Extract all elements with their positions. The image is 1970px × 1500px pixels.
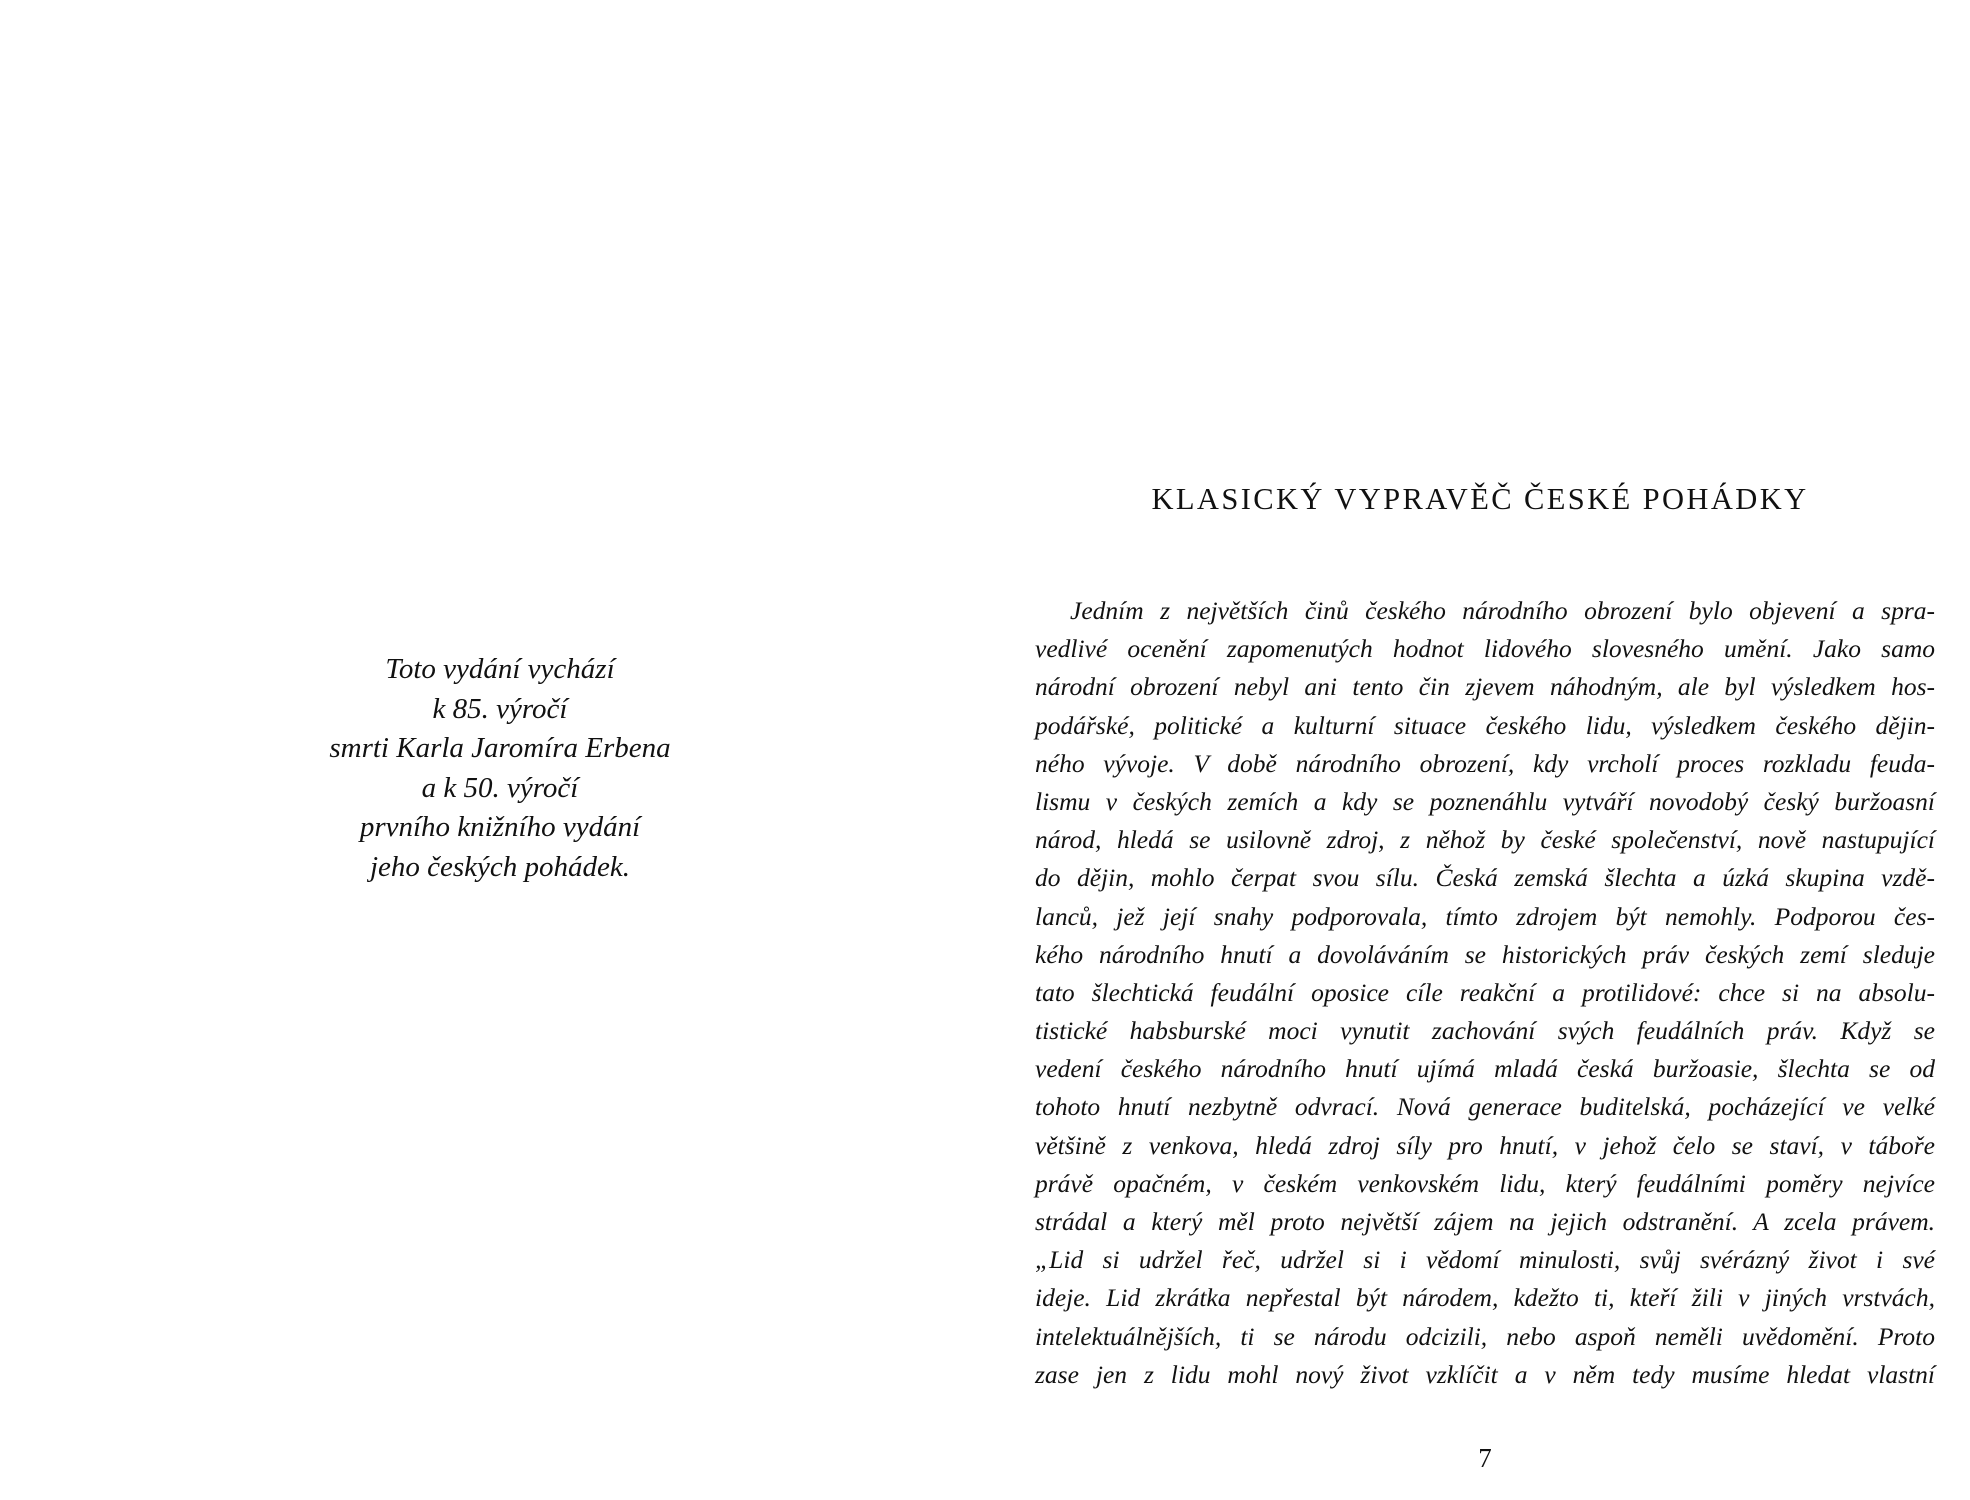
text-line: zase jen z lidu mohl nový život vzklíčit a v něm tedy musíme hledat vlastní bbox=[1035, 1359, 1935, 1389]
dedication-line: a k 50. výročí bbox=[421, 771, 579, 804]
text-line: národní obrození nebyl ani tento čin zjevem náhodným, ale byl výsledkem hos- bbox=[1035, 672, 1935, 702]
text-line: tohoto hnutí nezbytně odvrací. Nová generace buditelská, pocházející ve velké bbox=[1035, 1092, 1935, 1122]
text-line: národ, hledá se usilovně zdroj, z něhož by české společenství, nově nastupující bbox=[1035, 825, 1935, 855]
dedication bbox=[290, 650, 710, 887]
text-line: vedení českého národního hnutí ujímá mladá česká buržoasie, šlechta se od bbox=[1035, 1054, 1935, 1084]
text-line: intelektuálnějších, ti se národu odcizili, nebo aspoň neměli uvědomění. Proto bbox=[1035, 1321, 1935, 1351]
text-line: Jedním z největších činů českého národního obrození bylo objevení a spra- bbox=[1070, 596, 1935, 625]
dedication-line: smrti Karla Jaromíra Erbena bbox=[329, 732, 671, 764]
page-number: 7 bbox=[1478, 1443, 1492, 1473]
text-line: vedlivé ocenění zapomenutých hodnot lidového slovesného umění. Jako samo bbox=[1035, 634, 1935, 664]
text-line: lismu v českých zemích a kdy se poznenáhlu vytváří novodobý český buržoasní bbox=[1035, 786, 1935, 816]
text-line: lanců, jež její snahy podporovala, tímto zdrojem být nemohly. Podporou čes- bbox=[1035, 901, 1935, 931]
text-line: tistické habsburské moci vynutit zachování svých feudálních práv. Když se bbox=[1035, 1016, 1935, 1046]
text-line: kého národního hnutí a dovoláváním se historických práv českých zemí sleduje bbox=[1035, 939, 1935, 969]
dedication-line: jeho českých pohádek. bbox=[369, 850, 631, 883]
text-line: právě opačném, v českém venkovském lidu, který feudálními poměry nejvíce bbox=[1035, 1168, 1935, 1198]
text-line: „Lid si udržel řeč, udržel si i vědomí minulosti, svůj svérázný život i své bbox=[1035, 1245, 1935, 1275]
dedication-line: Toto vydání vychází bbox=[385, 653, 615, 685]
dedication-line: k 85. výročí bbox=[432, 692, 568, 725]
chapter-title: KLASICKÝ VYPRAVĚČ ČESKÉ POHÁDKY bbox=[1151, 482, 1809, 516]
text-line: ného vývoje. V době národního obrození, kdy vrcholí proces rozkladu feuda- bbox=[1035, 748, 1935, 778]
body-text bbox=[1035, 592, 1935, 1394]
dedication-line: prvního knižního vydání bbox=[359, 811, 641, 843]
text-line: ideje. Lid zkrátka nepřestal být národem, kdežto ti, kteří žili v jiných vrstvách, bbox=[1035, 1283, 1935, 1313]
text-line: do dějin, mohlo čerpat svou sílu. Česká zemská šlechta a úzká skupina vzdě- bbox=[1035, 863, 1935, 893]
text-line: strádal a který měl proto největší zájem na jejich odstranění. A zcela právem. bbox=[1035, 1207, 1935, 1236]
text-line: většině z venkova, hledá zdroj síly pro hnutí, v jehož čelo se staví, v táboře bbox=[1035, 1130, 1935, 1160]
text-line: tato šlechtická feudální oposice cíle reakční a protilidové: chce si na absolu- bbox=[1035, 977, 1935, 1007]
text-line: podářské, politické a kulturní situace českého lidu, výsledkem českého dějin- bbox=[1035, 710, 1935, 740]
